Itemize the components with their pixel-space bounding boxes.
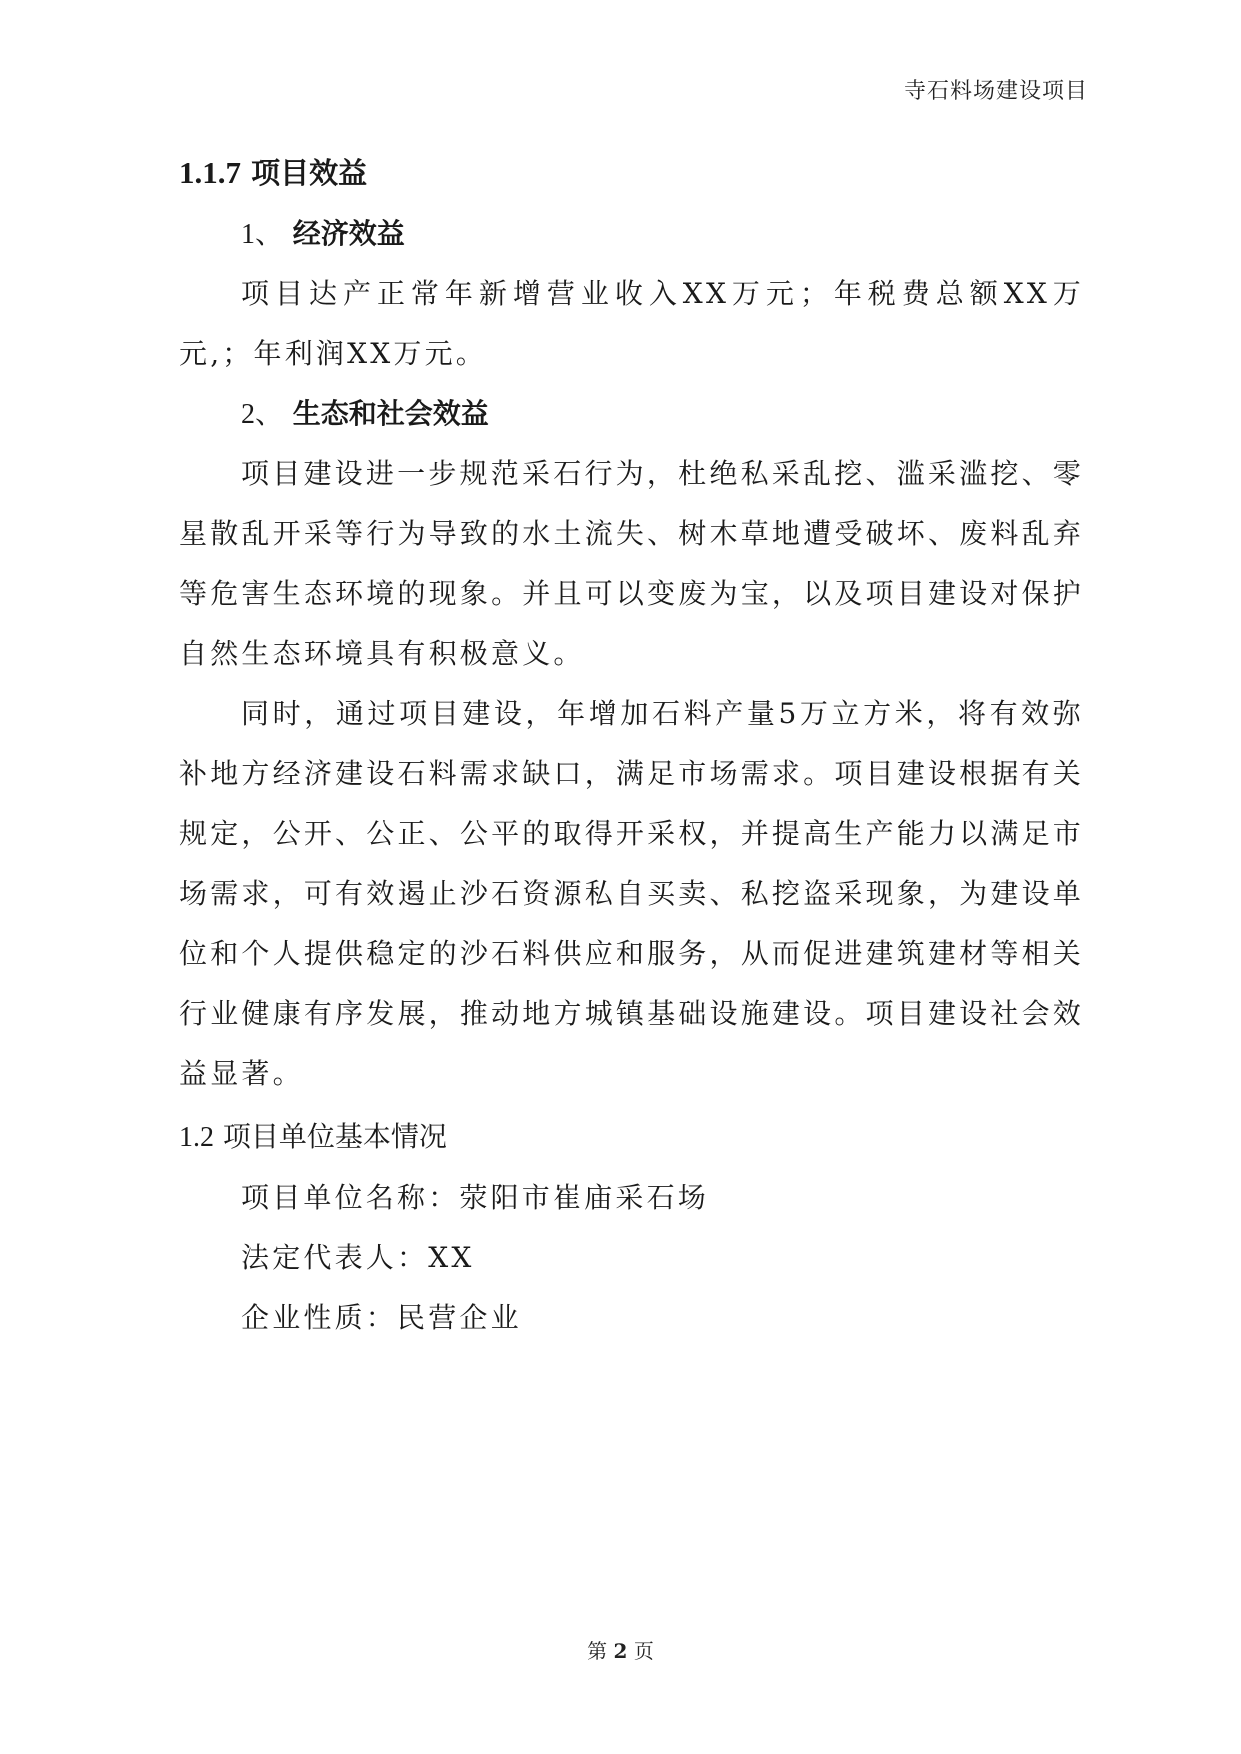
info-legal-representative: 法定代表人：XX (241, 1241, 475, 1274)
section-title: 项目效益 (251, 156, 368, 190)
page-prefix: 第 (587, 1639, 608, 1663)
section-heading-1-1-7 (179, 142, 1084, 204)
section-heading-1-2 (179, 1106, 1084, 1168)
paragraph-economic: 项目达产正常年新增营业收入XX万元；年税费总额XX万元,；年利润XX万元。 (179, 277, 1084, 370)
page-number: 2 (613, 1639, 628, 1663)
info-unit-name: 项目单位名称：荥阳市崔庙采石场 (241, 1181, 710, 1214)
subsection-heading-economic (179, 204, 1084, 264)
paragraph-social: 同时，通过项目建设，年增加石料产量5万立方米，将有效弥补地方经济建设石料需求缺口，满足市场需求。项目建设根据有关规定，公开、公正、公平的取得开采权，并提高生产能力以满足市场需求，可有效遏止沙石资源私自买卖、私挖盗采现象，为建设单位和个人提供稳定的沙石料供应和服务，从而促进建筑建材等相关行业健康有序发展，推动地方城镇基础设施建设。项目建设社会效益显著。 (179, 697, 1084, 1090)
page-suffix: 页 (633, 1639, 654, 1663)
document-body (179, 142, 1084, 1348)
section-number: 1.2 (179, 1122, 214, 1153)
running-header: 寺石料场建设项目 (903, 79, 1088, 104)
info-enterprise-nature: 企业性质：民营企业 (241, 1301, 522, 1334)
section-title: 项目单位基本情况 (222, 1120, 447, 1153)
subsection-title: 生态和社会效益 (292, 397, 489, 430)
section-number: 1.1.7 (179, 155, 241, 190)
subsection-number: 2、 (241, 399, 284, 430)
paragraph-ecological: 项目建设进一步规范采石行为，杜绝私采乱挖、滥采滥挖、零星散乱开采等行为导致的水土流失、树木草地遭受破坏、废料乱弃等危害生态环境的现象。并且可以变废为宝，以及项目建设对保护自然生态环境具有积极意义。 (179, 457, 1084, 670)
subsection-number: 1、 (241, 219, 284, 250)
subsection-heading-ecological-social (179, 384, 1084, 444)
subsection-title: 经济效益 (292, 217, 405, 250)
page-footer (0, 1635, 1241, 1664)
